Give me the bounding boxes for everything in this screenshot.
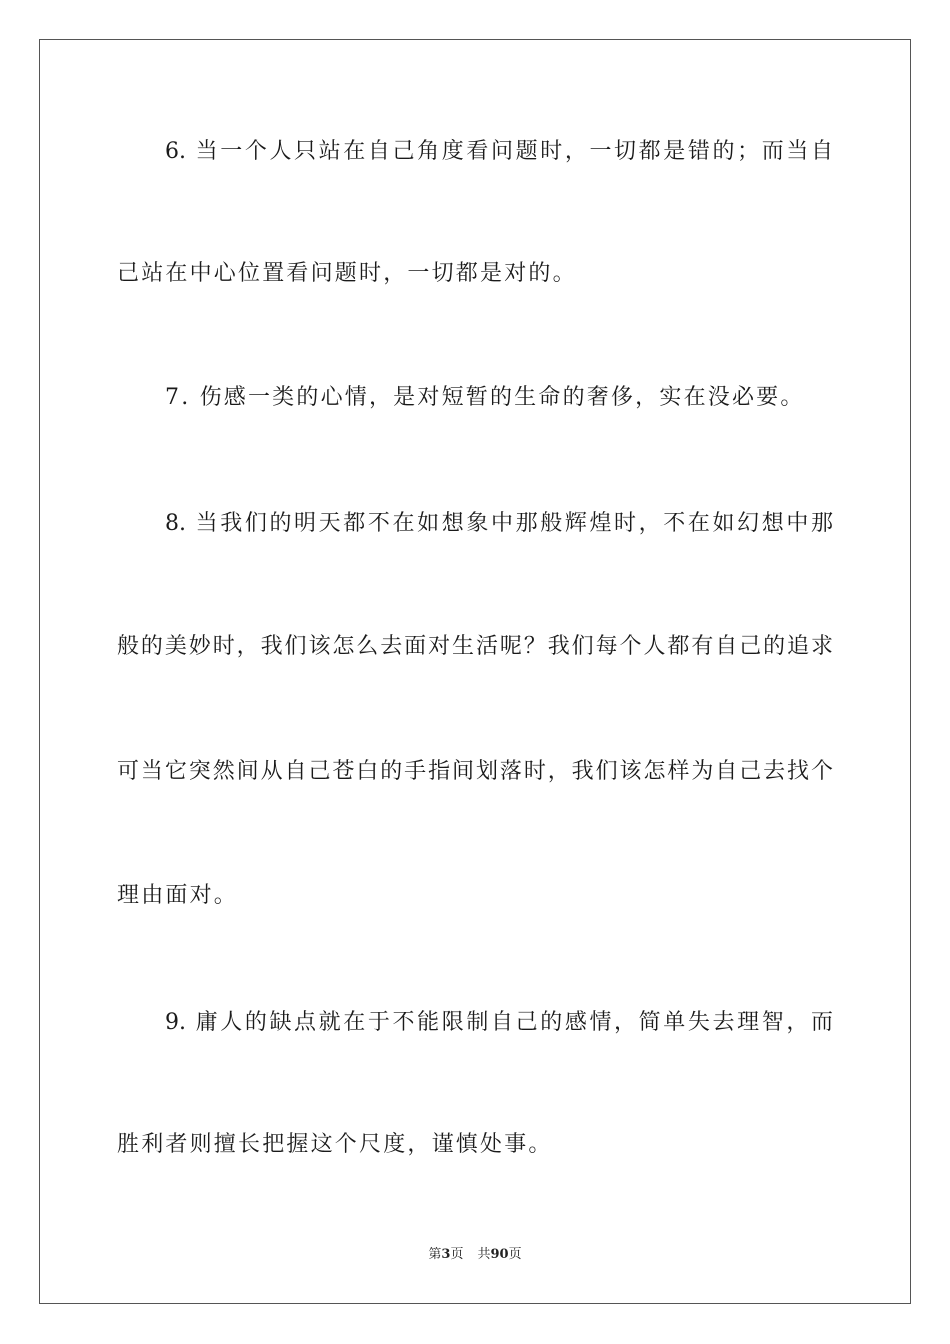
paragraph-8-line-1: 8. 当我们的明天都不在如想象中那般辉煌时，不在如幻想中那: [165, 511, 833, 536]
paragraph-6-line-1: 6. 当一个人只站在自己角度看问题时，一切都是错的；而当自: [165, 139, 833, 164]
paragraph-7-line-1: 7. 伤感一类的心情，是对短暂的生命的奢侈，实在没必要。: [165, 385, 805, 410]
footer-page-prefix: 第: [428, 1247, 442, 1262]
page-border: [39, 39, 911, 1304]
footer-page-number: 3: [441, 1247, 451, 1262]
paragraph-8-line-3: 可当它突然间从自己苍白的手指间划落时，我们该怎样为自己去找个: [117, 759, 833, 784]
footer-page-suffix: 页: [450, 1247, 464, 1262]
paragraph-9-line-1: 9. 庸人的缺点就在于不能限制自己的感情，简单失去理智，而: [165, 1010, 833, 1035]
paragraph-9-line-2: 胜利者则擅长把握这个尺度，谨慎处事。: [117, 1132, 553, 1157]
paragraph-8-line-4: 理由面对。: [117, 883, 239, 908]
paragraph-8-line-2: 般的美妙时，我们该怎么去面对生活呢？我们每个人都有自己的追求: [117, 634, 833, 659]
page-footer: [0, 1246, 950, 1264]
footer-total-prefix: 共: [477, 1247, 491, 1262]
footer-total-suffix: 页: [508, 1247, 522, 1262]
footer-total-pages: 90: [490, 1247, 509, 1262]
paragraph-6-line-2: 己站在中心位置看问题时，一切都是对的。: [117, 261, 577, 286]
